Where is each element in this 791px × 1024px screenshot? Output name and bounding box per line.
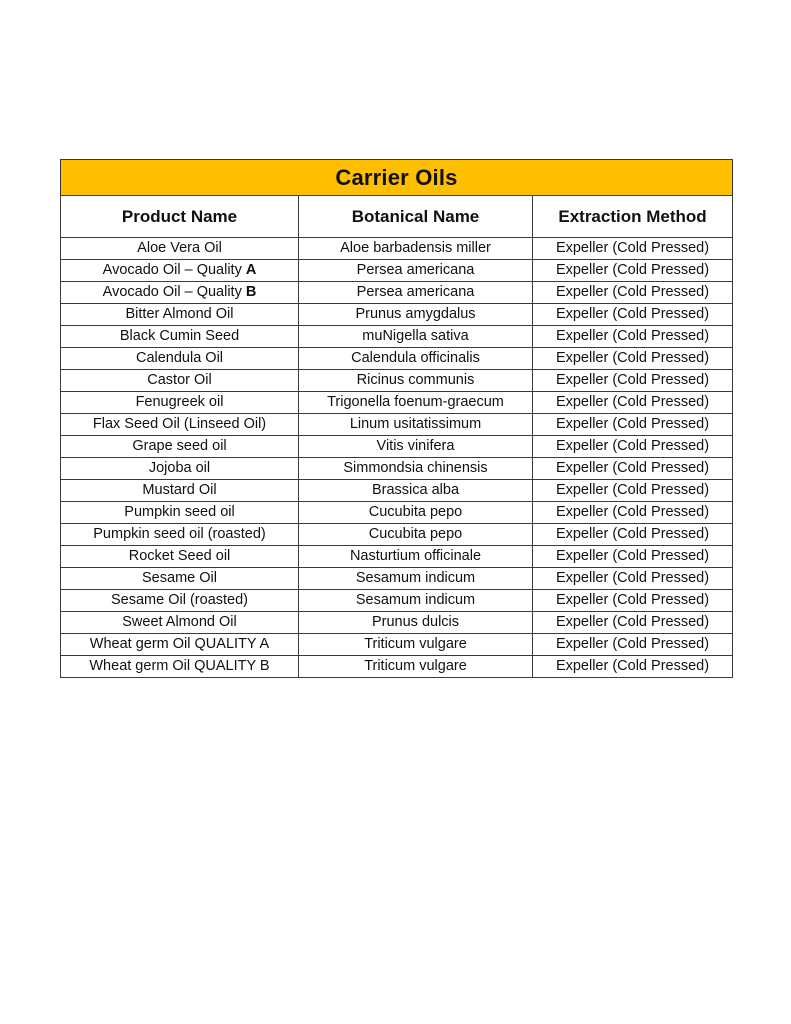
table-row <box>61 370 733 392</box>
cell-botanical-name: Simmondsia chinensis <box>299 458 533 480</box>
cell-extraction-method: Expeller (Cold Pressed) <box>533 392 733 414</box>
product-name-text: Grape seed oil <box>132 438 227 454</box>
table-row <box>61 524 733 546</box>
table-row <box>61 502 733 524</box>
product-name-text: Sesame Oil (roasted) <box>111 592 248 608</box>
cell-product-name <box>61 656 299 678</box>
cell-product-name <box>61 392 299 414</box>
product-name-text: Pumpkin seed oil <box>124 504 235 520</box>
table-row <box>61 260 733 282</box>
cell-botanical-name: Nasturtium officinale <box>299 546 533 568</box>
cell-product-name <box>61 524 299 546</box>
cell-product-name <box>61 414 299 436</box>
cell-botanical-name: Ricinus communis <box>299 370 533 392</box>
product-name-text: Black Cumin Seed <box>119 328 240 344</box>
table-row <box>61 392 733 414</box>
cell-product-name <box>61 260 299 282</box>
cell-product-name <box>61 480 299 502</box>
table-row <box>61 546 733 568</box>
cell-botanical-name: Linum usitatissimum <box>299 414 533 436</box>
cell-botanical-name: Cucubita pepo <box>299 502 533 524</box>
table-row <box>61 656 733 678</box>
cell-botanical-name: Sesamum indicum <box>299 568 533 590</box>
product-name-text: Bitter Almond Oil <box>125 306 234 322</box>
table-row <box>61 590 733 612</box>
cell-botanical-name: Persea americana <box>299 260 533 282</box>
cell-extraction-method: Expeller (Cold Pressed) <box>533 238 733 260</box>
product-name-text: Fenugreek oil <box>135 394 224 410</box>
cell-product-name <box>61 436 299 458</box>
cell-extraction-method: Expeller (Cold Pressed) <box>533 370 733 392</box>
product-name-text: Castor Oil <box>147 372 212 388</box>
cell-extraction-method: Expeller (Cold Pressed) <box>533 414 733 436</box>
cell-botanical-name: Persea americana <box>299 282 533 304</box>
cell-extraction-method: Expeller (Cold Pressed) <box>533 590 733 612</box>
cell-extraction-method: Expeller (Cold Pressed) <box>533 480 733 502</box>
table-row <box>61 458 733 480</box>
cell-extraction-method: Expeller (Cold Pressed) <box>533 634 733 656</box>
table-body <box>61 238 733 678</box>
product-quality-mark: B <box>245 284 257 300</box>
carrier-oils-document <box>60 159 732 678</box>
column-header-extraction-method: Extraction Method <box>533 196 733 238</box>
product-name-text: Mustard Oil <box>142 482 217 498</box>
carrier-oils-table <box>60 159 733 678</box>
column-header-botanical-name: Botanical Name <box>299 196 533 238</box>
table-row <box>61 436 733 458</box>
cell-botanical-name: Brassica alba <box>299 480 533 502</box>
product-name-text: Wheat germ Oil QUALITY B <box>89 658 270 674</box>
product-quality-mark: A <box>245 262 257 278</box>
cell-product-name <box>61 502 299 524</box>
table-title: Carrier Oils <box>61 160 733 196</box>
cell-extraction-method: Expeller (Cold Pressed) <box>533 436 733 458</box>
cell-product-name <box>61 282 299 304</box>
cell-product-name <box>61 590 299 612</box>
cell-extraction-method: Expeller (Cold Pressed) <box>533 546 733 568</box>
product-name-text: Avocado Oil – Quality <box>102 284 246 300</box>
cell-botanical-name: Trigonella foenum-graecum <box>299 392 533 414</box>
cell-botanical-name: Prunus dulcis <box>299 612 533 634</box>
table-row <box>61 304 733 326</box>
product-name-text: Sesame Oil <box>142 570 217 586</box>
cell-botanical-name: Sesamum indicum <box>299 590 533 612</box>
table-row <box>61 414 733 436</box>
cell-product-name <box>61 546 299 568</box>
cell-product-name <box>61 238 299 260</box>
table-row <box>61 326 733 348</box>
table-row <box>61 612 733 634</box>
cell-botanical-name: Vitis vinifera <box>299 436 533 458</box>
cell-extraction-method: Expeller (Cold Pressed) <box>533 326 733 348</box>
cell-extraction-method: Expeller (Cold Pressed) <box>533 656 733 678</box>
cell-product-name <box>61 568 299 590</box>
cell-product-name <box>61 304 299 326</box>
cell-product-name <box>61 370 299 392</box>
table-row <box>61 238 733 260</box>
cell-extraction-method: Expeller (Cold Pressed) <box>533 260 733 282</box>
product-name-text: Sweet Almond Oil <box>122 614 237 630</box>
table-row <box>61 634 733 656</box>
table-row <box>61 282 733 304</box>
table-row <box>61 480 733 502</box>
cell-product-name <box>61 634 299 656</box>
cell-botanical-name: Cucubita pepo <box>299 524 533 546</box>
product-name-text: Calendula Oil <box>135 350 224 366</box>
cell-extraction-method: Expeller (Cold Pressed) <box>533 612 733 634</box>
cell-extraction-method: Expeller (Cold Pressed) <box>533 304 733 326</box>
cell-botanical-name: Prunus amygdalus <box>299 304 533 326</box>
cell-extraction-method: Expeller (Cold Pressed) <box>533 348 733 370</box>
cell-product-name <box>61 348 299 370</box>
cell-extraction-method: Expeller (Cold Pressed) <box>533 502 733 524</box>
cell-botanical-name: Aloe barbadensis miller <box>299 238 533 260</box>
product-name-text: Flax Seed Oil (Linseed Oil) <box>92 416 267 432</box>
cell-product-name <box>61 458 299 480</box>
cell-product-name <box>61 326 299 348</box>
cell-extraction-method: Expeller (Cold Pressed) <box>533 524 733 546</box>
product-name-text: Aloe Vera Oil <box>137 240 222 256</box>
table-row <box>61 348 733 370</box>
product-name-text: Jojoba oil <box>148 460 211 476</box>
product-name-text: Wheat germ Oil QUALITY A <box>89 636 270 652</box>
table-row <box>61 568 733 590</box>
cell-botanical-name: muNigella sativa <box>299 326 533 348</box>
cell-botanical-name: Calendula officinalis <box>299 348 533 370</box>
column-header-product-name: Product Name <box>61 196 299 238</box>
cell-product-name <box>61 612 299 634</box>
product-name-text: Pumpkin seed oil (roasted) <box>93 526 266 542</box>
cell-extraction-method: Expeller (Cold Pressed) <box>533 458 733 480</box>
cell-botanical-name: Triticum vulgare <box>299 656 533 678</box>
cell-botanical-name: Triticum vulgare <box>299 634 533 656</box>
product-name-text: Rocket Seed oil <box>128 548 231 564</box>
cell-extraction-method: Expeller (Cold Pressed) <box>533 282 733 304</box>
product-name-text: Avocado Oil – Quality <box>102 262 246 278</box>
cell-extraction-method: Expeller (Cold Pressed) <box>533 568 733 590</box>
